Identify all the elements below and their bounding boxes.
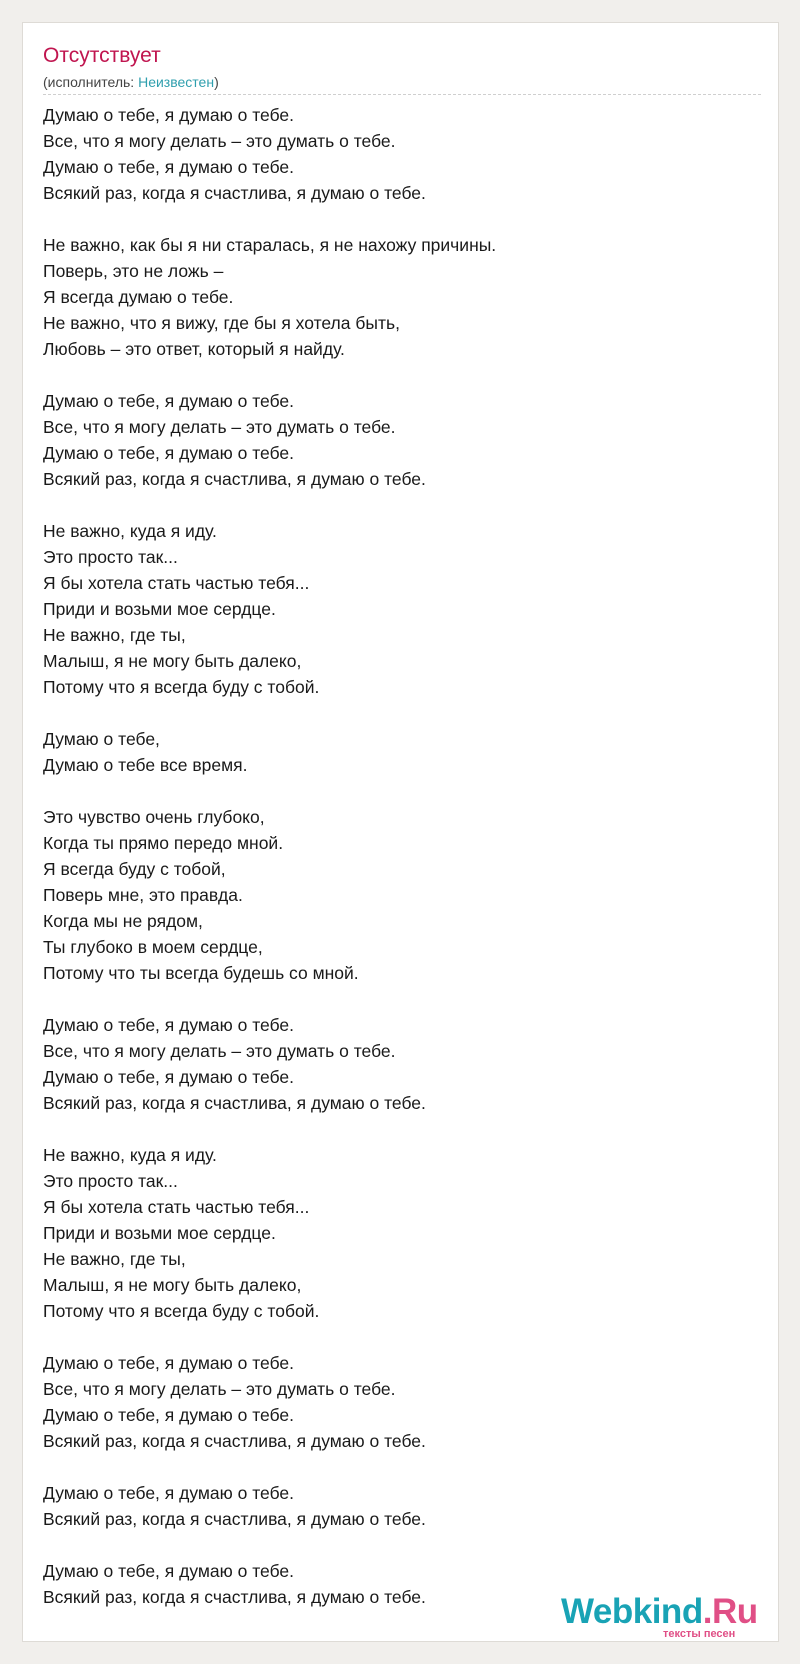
- stanza-gap: [43, 1532, 763, 1558]
- lyric-line: Когда мы не рядом,: [43, 911, 203, 931]
- lyric-line: Не важно, где ты,: [43, 1249, 186, 1269]
- lyric-line: Не важно, как бы я ни старалась, я не нахожу причины.: [43, 235, 497, 255]
- logo-wordmark: [561, 1592, 758, 1632]
- lyric-line: Не важно, куда я иду.: [43, 521, 217, 541]
- lyric-line: Думаю о тебе, я думаю о тебе.: [43, 105, 294, 125]
- lyric-line: Всякий раз, когда я счастлива, я думаю о тебе.: [43, 183, 426, 203]
- lyric-line: Я бы хотела стать частью тебя...: [43, 1197, 310, 1217]
- performer-link[interactable]: Неизвестен: [138, 74, 215, 90]
- lyric-line: Всякий раз, когда я счастлива, я думаю о тебе.: [43, 1093, 426, 1113]
- lyric-line: Малыш, я не могу быть далеко,: [43, 651, 302, 671]
- lyric-line: Я всегда буду с тобой,: [43, 859, 226, 879]
- lyrics-text: [43, 102, 763, 1610]
- performer-line: [43, 73, 219, 91]
- lyric-line: Всякий раз, когда я счастлива, я думаю о тебе.: [43, 1587, 426, 1607]
- lyric-line: Это просто так...: [43, 547, 178, 567]
- logo-tagline: тексты песен: [663, 1628, 736, 1640]
- lyric-line: Все, что я могу делать – это думать о тебе.: [43, 1041, 396, 1061]
- performer-prefix: (исполнитель:: [43, 74, 139, 90]
- lyric-line: Я бы хотела стать частью тебя...: [43, 573, 310, 593]
- lyric-line: Всякий раз, когда я счастлива, я думаю о тебе.: [43, 1509, 426, 1529]
- performer-suffix: ): [214, 74, 219, 90]
- lyric-line: Всякий раз, когда я счастлива, я думаю о тебе.: [43, 469, 426, 489]
- lyric-line: Приди и возьми мое сердце.: [43, 1223, 276, 1243]
- lyric-line: Не важно, где ты,: [43, 625, 186, 645]
- lyric-line: Это чувство очень глубоко,: [43, 807, 265, 827]
- lyric-line: Когда ты прямо передо мной.: [43, 833, 284, 853]
- stanza-gap: [43, 206, 763, 232]
- song-title: Отсутствует: [43, 44, 161, 67]
- stanza-gap: [43, 778, 763, 804]
- lyric-line: Думаю о тебе,: [43, 729, 160, 749]
- lyric-line: Думаю о тебе, я думаю о тебе.: [43, 1353, 294, 1373]
- stanza-gap: [43, 492, 763, 518]
- header-divider: [43, 94, 761, 95]
- lyric-line: Думаю о тебе, я думаю о тебе.: [43, 1015, 294, 1035]
- lyric-line: Все, что я могу делать – это думать о тебе.: [43, 417, 396, 437]
- lyric-line: Не важно, что я вижу, где бы я хотела быть,: [43, 313, 400, 333]
- lyrics-card: [22, 22, 779, 1642]
- lyric-line: Думаю о тебе, я думаю о тебе.: [43, 443, 294, 463]
- lyric-line: Думаю о тебе, я думаю о тебе.: [43, 1483, 294, 1503]
- stanza-gap: [43, 1454, 763, 1480]
- lyric-line: Поверь мне, это правда.: [43, 885, 243, 905]
- lyric-line: Потому что я всегда буду с тобой.: [43, 677, 320, 697]
- lyric-line: Всякий раз, когда я счастлива, я думаю о тебе.: [43, 1431, 426, 1451]
- lyric-line: Думаю о тебе все время.: [43, 755, 248, 775]
- lyric-line: Приди и возьми мое сердце.: [43, 599, 276, 619]
- lyric-line: Думаю о тебе, я думаю о тебе.: [43, 157, 294, 177]
- stanza-gap: [43, 362, 763, 388]
- lyric-line: Не важно, куда я иду.: [43, 1145, 217, 1165]
- lyric-line: Думаю о тебе, я думаю о тебе.: [43, 1561, 294, 1581]
- logo-name: Webkind: [561, 1592, 703, 1631]
- lyric-line: Поверь, это не ложь –: [43, 261, 224, 281]
- stanza-gap: [43, 1324, 763, 1350]
- lyric-line: Думаю о тебе, я думаю о тебе.: [43, 391, 294, 411]
- logo-tld: Ru: [711, 1592, 758, 1631]
- lyric-line: Все, что я могу делать – это думать о тебе.: [43, 1379, 396, 1399]
- lyric-line: Думаю о тебе, я думаю о тебе.: [43, 1067, 294, 1087]
- lyric-line: Ты глубоко в моем сердце,: [43, 937, 263, 957]
- lyric-line: Малыш, я не могу быть далеко,: [43, 1275, 302, 1295]
- lyric-line: Я всегда думаю о тебе.: [43, 287, 234, 307]
- logo-dot: .: [702, 1592, 712, 1631]
- lyric-line: Это просто так...: [43, 1171, 178, 1191]
- lyric-line: Все, что я могу делать – это думать о тебе.: [43, 131, 396, 151]
- webkind-logo[interactable]: [561, 1592, 771, 1640]
- stanza-gap: [43, 1116, 763, 1142]
- lyric-line: Потому что ты всегда будешь со мной.: [43, 963, 359, 983]
- lyric-line: Любовь – это ответ, который я найду.: [43, 339, 345, 359]
- stanza-gap: [43, 700, 763, 726]
- stanza-gap: [43, 986, 763, 1012]
- lyric-line: Думаю о тебе, я думаю о тебе.: [43, 1405, 294, 1425]
- lyric-line: Потому что я всегда буду с тобой.: [43, 1301, 320, 1321]
